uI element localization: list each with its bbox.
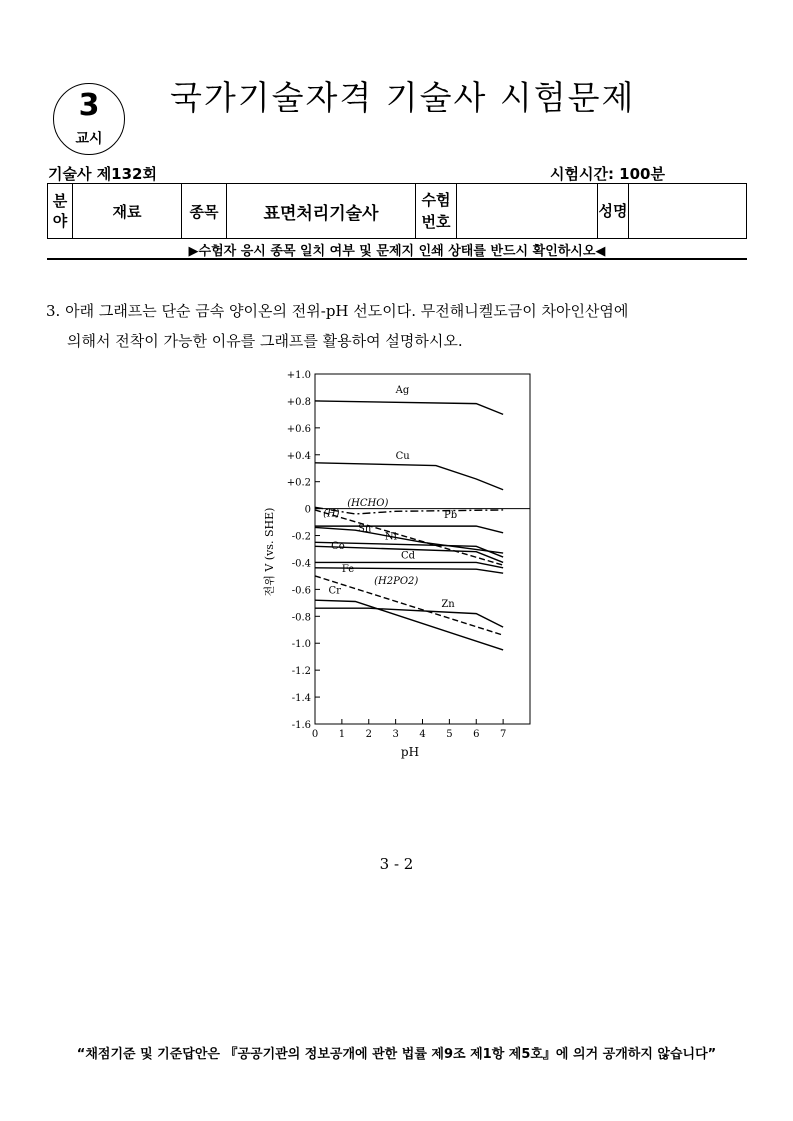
series-label: Cr <box>328 585 341 597</box>
session-label: 교시 <box>75 131 103 147</box>
series-label: Ag <box>395 384 410 396</box>
y-axis-label: 전위 V (vs. SHE) <box>263 507 276 597</box>
series-label: Sn <box>358 523 372 535</box>
x-tick-label: 5 <box>446 729 453 740</box>
y-tick-label: -1.6 <box>291 720 311 731</box>
y-tick-label: +0.4 <box>286 450 311 462</box>
category-label: 종목 <box>182 184 227 239</box>
x-tick-label: 6 <box>473 729 480 740</box>
page-number: 3 - 2 <box>379 855 414 873</box>
exam-no-value[interactable] <box>457 184 598 239</box>
series-label: Cd <box>401 550 416 562</box>
series-label: Co <box>331 541 345 552</box>
y-tick-label: -0.4 <box>291 558 311 570</box>
page-title: 국가기술자격 기술사 시험문제 <box>170 78 636 117</box>
y-tick-label: +0.2 <box>286 477 311 489</box>
series-line-ag <box>315 401 503 414</box>
session-number: 3 <box>78 88 100 123</box>
session-badge <box>53 83 125 155</box>
series-label: Fe <box>341 563 355 575</box>
series-labels <box>323 385 457 610</box>
divider <box>47 258 747 260</box>
series-label: (H) <box>323 508 340 520</box>
potential-ph-chart <box>255 362 545 762</box>
x-tick-label: 4 <box>419 729 426 740</box>
series-line-zn <box>315 608 503 627</box>
question-line-2: 의해서 전착이 가능한 이유를 그래프를 활용하여 설명하시오. <box>67 332 463 350</box>
y-tick-label: +0.6 <box>286 423 311 435</box>
y-tick-label: -0.2 <box>291 531 311 543</box>
series-lines <box>315 401 503 650</box>
exam-info-table <box>47 183 747 239</box>
series-label: Pb <box>444 510 458 522</box>
field-label: 분야 <box>48 184 73 239</box>
question-text <box>46 296 756 356</box>
category-value: 표면처리기술사 <box>227 184 416 239</box>
y-tick-label: 0 <box>304 504 311 516</box>
y-tick-label: -1.2 <box>291 666 311 678</box>
series-label: Ni <box>384 531 397 543</box>
y-tick-label: -0.8 <box>291 612 311 624</box>
y-tick-label: -1.0 <box>291 639 311 651</box>
y-tick-label: -0.6 <box>291 585 311 597</box>
x-axis-ticks <box>312 719 507 740</box>
exam-time: 시험시간: 100분 <box>550 165 665 183</box>
notice: ▶수험자 응시 종목 일치 여부 및 문제지 인쇄 상태를 반드시 확인하시오◀ <box>188 244 606 259</box>
y-tick-label: +0.8 <box>286 396 311 408</box>
series-label: Cu <box>395 450 410 462</box>
exam-no-label: 수험번호 <box>416 184 457 239</box>
plot-frame <box>315 374 530 724</box>
x-tick-label: 1 <box>338 729 346 740</box>
question-line-1: 3. 아래 그래프는 단순 금속 양이온의 전위-pH 선도이다. 무전해니켈도금이 차아인산염에 <box>46 302 629 320</box>
footer-note: “채점기준 및 기준답안은 『공공기관의 정보공개에 관한 법률 제9조 제1항 제5호』에 의거 공개하지 않습니다” <box>76 1047 717 1062</box>
x-tick-label: 2 <box>365 729 372 740</box>
x-tick-label: 7 <box>499 729 507 740</box>
name-value[interactable] <box>629 184 747 239</box>
exam-round: 기술사 제132회 <box>48 165 157 183</box>
series-label: (H2PO2) <box>374 576 419 587</box>
y-tick-label: -1.4 <box>291 693 311 705</box>
x-tick-label: 0 <box>311 729 319 740</box>
field-value: 재료 <box>73 184 182 239</box>
x-axis-label: pH <box>400 745 420 759</box>
name-label: 성명 <box>598 184 629 239</box>
series-label: (HCHO) <box>347 497 389 509</box>
series-line-cu <box>315 463 503 490</box>
y-tick-label: +1.0 <box>286 370 311 381</box>
x-tick-label: 3 <box>392 729 399 740</box>
series-label: Zn <box>441 598 455 610</box>
